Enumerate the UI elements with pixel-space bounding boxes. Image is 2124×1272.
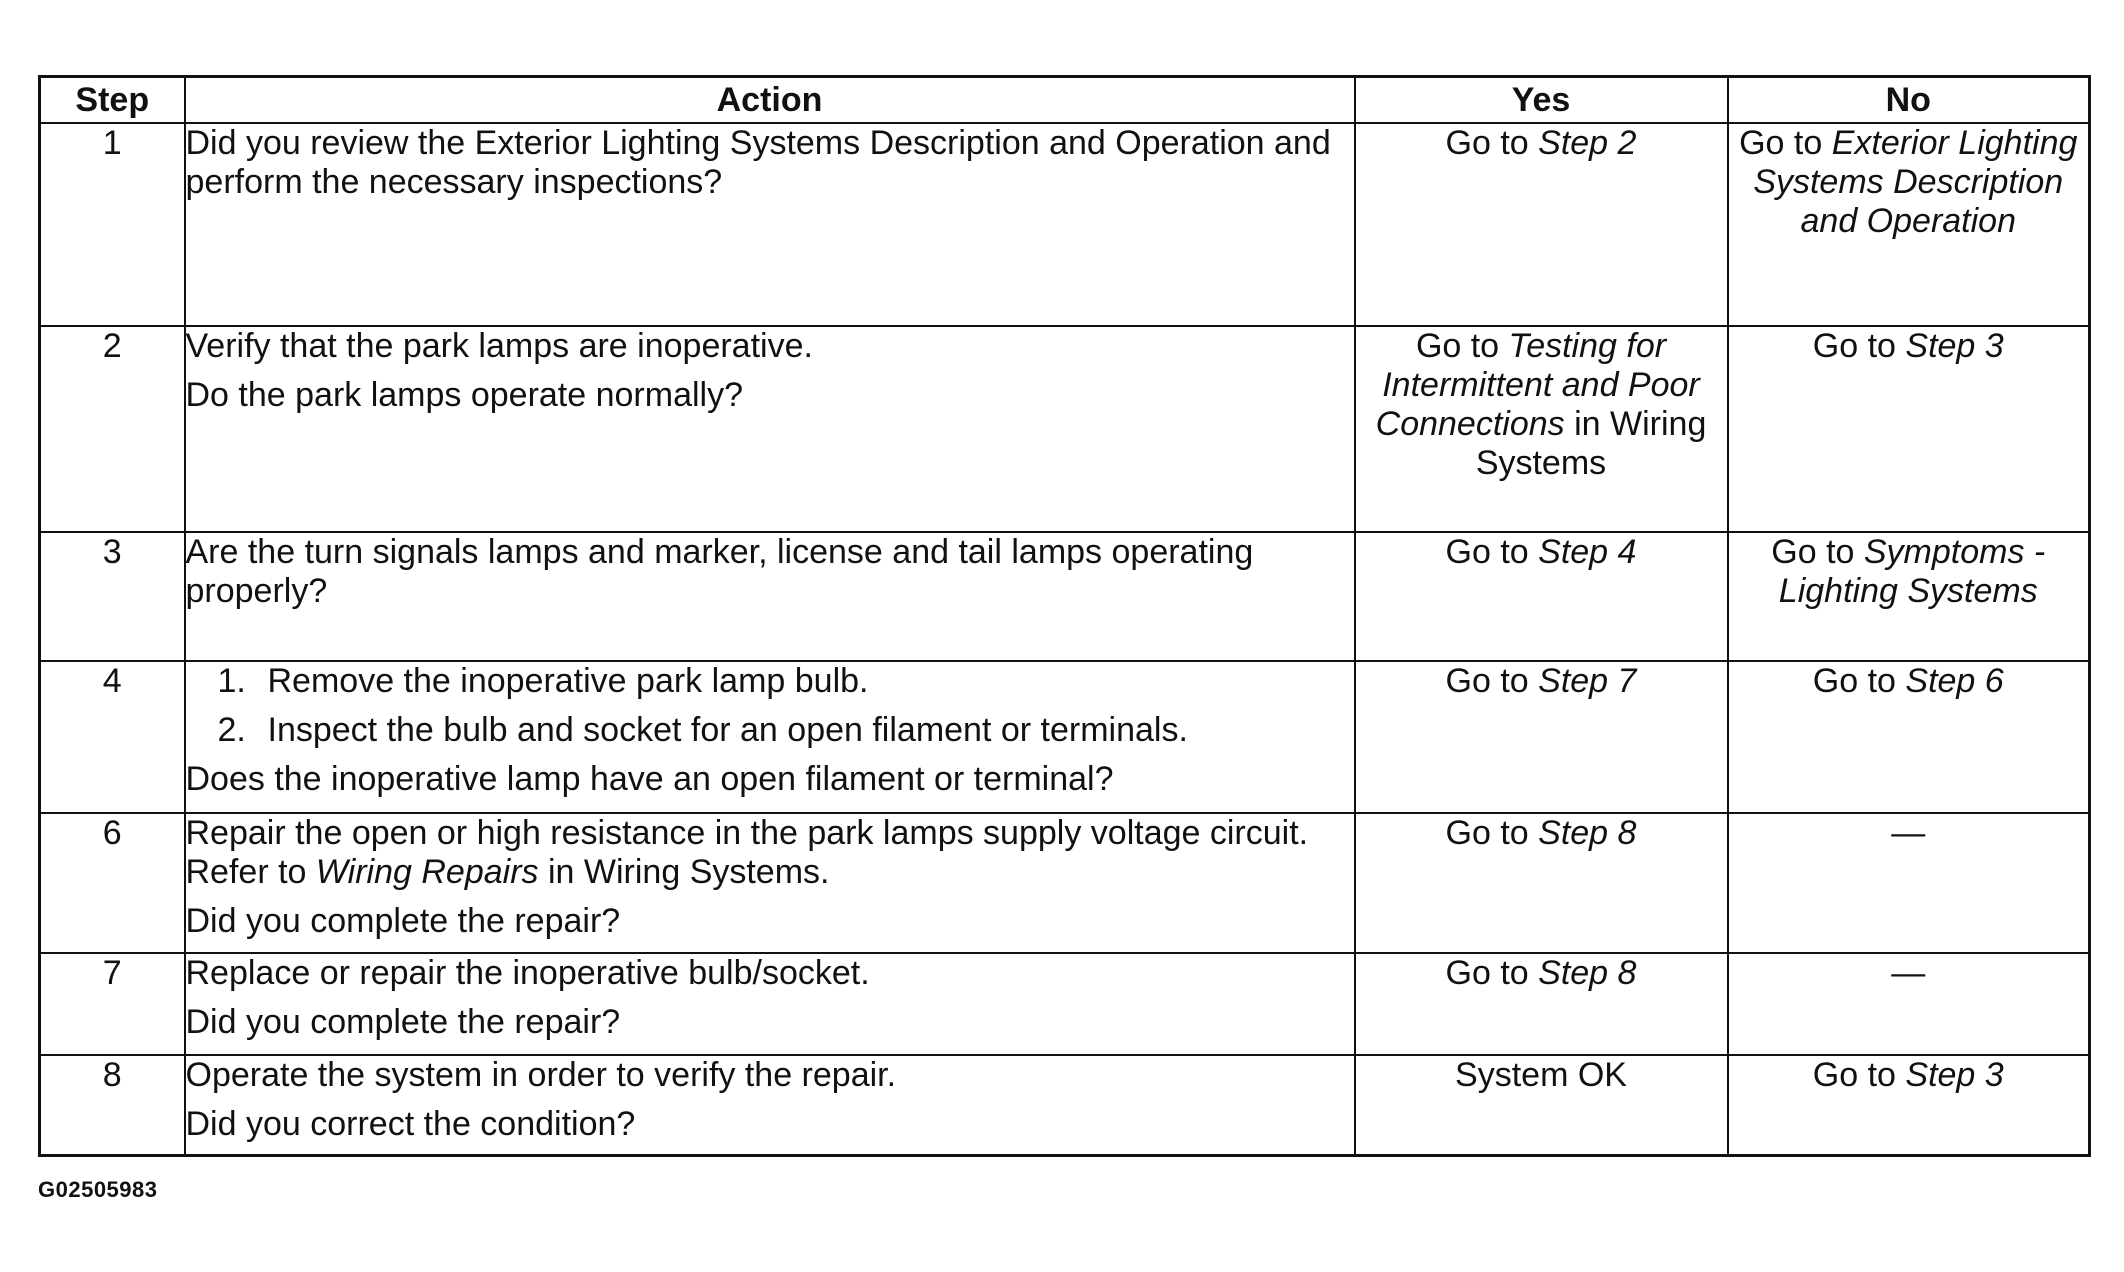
action-question: Does the inoperative lamp have an open filament or terminal? <box>185 760 1114 798</box>
no-link[interactable]: Step 6 <box>1905 662 2004 700</box>
header-action: Action <box>185 77 1355 124</box>
no-prefix: Go to <box>1812 662 1906 700</box>
yes-link[interactable]: Step 8 <box>1538 814 1637 852</box>
yes-prefix: Go to <box>1445 954 1539 992</box>
table-row <box>40 123 2090 326</box>
list-text: Remove the inoperative park lamp bulb. <box>267 662 869 700</box>
no-dash: — <box>1891 954 1926 992</box>
header-yes: Yes <box>1355 77 1728 124</box>
yes-action[interactable] <box>1356 124 1727 163</box>
wiring-repairs-link[interactable]: Wiring Repairs <box>315 853 539 891</box>
no-action[interactable] <box>1729 327 2089 366</box>
list-number: 1. <box>217 662 246 700</box>
no-link[interactable]: Step 3 <box>1905 1056 2004 1094</box>
yes-prefix: Go to <box>1445 814 1539 852</box>
yes-action[interactable] <box>1356 327 1727 483</box>
table-row <box>40 532 2090 661</box>
action-cell <box>185 123 1355 326</box>
action-question: Did you complete the repair? <box>185 1003 621 1041</box>
action-text-end: in Wiring Systems. <box>538 853 830 891</box>
action-question: Did you complete the repair? <box>185 902 621 940</box>
action-text: Did you review the Exterior Lighting Systems Description and Operation and perform the necessary inspections? <box>185 124 1331 201</box>
no-prefix: Go to <box>1812 327 1906 365</box>
yes-cell <box>1355 326 1728 532</box>
no-action[interactable] <box>1729 1056 2089 1095</box>
action-cell <box>185 326 1355 532</box>
list-text: Inspect the bulb and socket for an open filament or terminals. <box>267 711 1188 749</box>
no-action[interactable] <box>1729 662 2089 701</box>
table-row <box>40 661 2090 813</box>
yes-action[interactable] <box>1356 533 1727 572</box>
yes-cell <box>1355 123 1728 326</box>
no-prefix: Go to <box>1739 124 1832 162</box>
step-number: 6 <box>40 813 185 953</box>
no-cell <box>1728 123 2090 326</box>
no-link[interactable]: Symptoms - Lighting Systems <box>1778 533 2046 610</box>
list-item <box>186 711 1354 750</box>
action-text: Are the turn signals lamps and marker, license and tail lamps operating properly? <box>185 533 1254 610</box>
action-text: Verify that the park lamps are inoperative. <box>185 327 813 365</box>
yes-link[interactable]: Testing for Intermittent and Poor Connections <box>1375 327 1700 443</box>
action-text: Operate the system in order to verify the repair. <box>185 1056 897 1094</box>
no-action[interactable] <box>1729 124 2089 241</box>
action-text <box>186 814 1354 892</box>
list-item <box>186 662 1354 701</box>
yes-link[interactable]: Step 7 <box>1538 662 1637 700</box>
yes-action[interactable] <box>1356 814 1727 853</box>
yes-action: System OK <box>1455 1056 1627 1094</box>
list-number: 2. <box>217 711 246 749</box>
no-cell <box>1728 813 2090 953</box>
yes-prefix: Go to <box>1445 124 1539 162</box>
yes-prefix: Go to <box>1445 662 1539 700</box>
no-cell <box>1728 326 2090 532</box>
no-prefix: Go to <box>1812 1056 1906 1094</box>
action-cell <box>185 532 1355 661</box>
step-number: 3 <box>40 532 185 661</box>
no-cell <box>1728 661 2090 813</box>
yes-cell <box>1355 661 1728 813</box>
step-number: 2 <box>40 326 185 532</box>
table-row <box>40 813 2090 953</box>
yes-link[interactable]: Step 4 <box>1538 533 1637 571</box>
no-link[interactable]: Step 3 <box>1905 327 2004 365</box>
yes-action[interactable] <box>1356 662 1727 701</box>
header-step: Step <box>40 77 185 124</box>
yes-cell <box>1355 953 1728 1055</box>
yes-cell <box>1355 813 1728 953</box>
yes-link[interactable]: Step 2 <box>1538 124 1637 162</box>
no-link[interactable]: Exterior Lighting Systems Description and Operation <box>1753 124 2078 240</box>
table-row <box>40 1055 2090 1155</box>
yes-cell <box>1355 532 1728 661</box>
action-cell <box>185 813 1355 953</box>
yes-prefix: Go to <box>1445 533 1539 571</box>
yes-cell <box>1355 1055 1728 1155</box>
action-question: Do the park lamps operate normally? <box>185 376 743 414</box>
step-number: 7 <box>40 953 185 1055</box>
yes-link[interactable]: Step 8 <box>1538 954 1637 992</box>
no-cell <box>1728 1055 2090 1155</box>
yes-action[interactable] <box>1356 954 1727 993</box>
no-cell <box>1728 532 2090 661</box>
no-prefix: Go to <box>1771 533 1864 571</box>
no-action[interactable] <box>1729 533 2089 611</box>
action-question: Did you correct the condition? <box>185 1105 636 1143</box>
no-cell <box>1728 953 2090 1055</box>
yes-suffix: in Wiring Systems <box>1475 405 1707 482</box>
figure-id: G02505983 <box>38 1177 158 1202</box>
action-text-start: Repair the open or high resistance in the park lamps supply voltage circuit. Refer to <box>185 814 1309 891</box>
step-number: 8 <box>40 1055 185 1155</box>
table-row <box>40 953 2090 1055</box>
step-number: 1 <box>40 123 185 326</box>
action-text: Replace or repair the inoperative bulb/socket. <box>185 954 870 992</box>
action-cell <box>185 661 1355 813</box>
header-no: No <box>1728 77 2090 124</box>
yes-prefix: Go to <box>1415 327 1509 365</box>
action-cell <box>185 953 1355 1055</box>
step-number: 4 <box>40 661 185 813</box>
no-dash: — <box>1891 814 1926 852</box>
table-row <box>40 326 2090 532</box>
action-cell <box>185 1055 1355 1155</box>
diagnostic-table <box>38 75 2091 1157</box>
header-row <box>40 77 2090 124</box>
